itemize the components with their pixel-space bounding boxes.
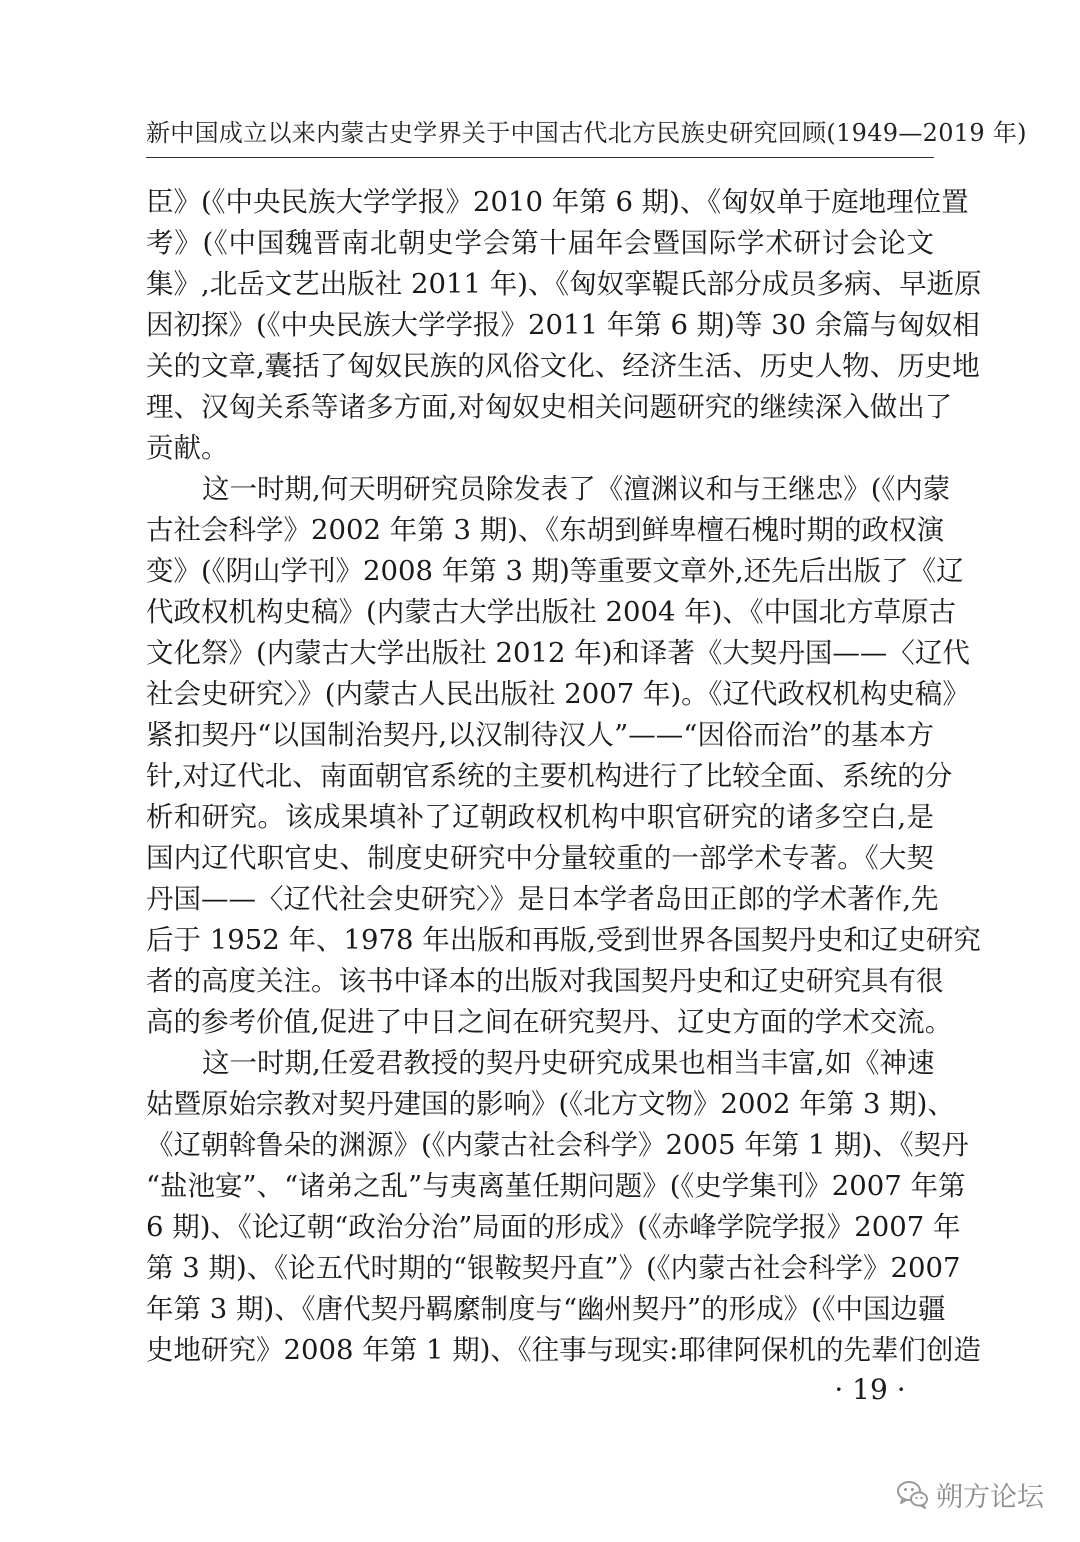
text-line: “盐池宴”、“诸弟之乱”与夷离堇任期问题》(《史学集刊》2007 年第	[146, 1170, 966, 1202]
body-text	[146, 182, 982, 1371]
text-line: 紧扣契丹“以国制治契丹,以汉制待汉人”——“因俗而治”的基本方	[146, 719, 934, 751]
text-line: 贡献。	[146, 432, 229, 464]
text-line: 这一时期,任爱君教授的契丹史研究成果也相当丰富,如《神速	[202, 1047, 935, 1079]
text-line: 集》,北岳文艺出版社 2011 年)、《匈奴挛鞮氏部分成员多病、早逝原	[146, 268, 982, 300]
text-line: 理、汉匈关系等诸多方面,对匈奴史相关问题研究的继续深入做出了	[146, 391, 953, 423]
page-number: · 19 ·	[834, 1373, 906, 1406]
text-line: 文化祭》(内蒙古大学出版社 2012 年)和译著《大契丹国——〈辽代	[146, 637, 970, 669]
running-title: 新中国成立以来内蒙古史学界关于中国古代北方民族史研究回顾(1949—2019 年)	[146, 119, 1027, 147]
text-line: 社会史研究〉》(内蒙古人民出版社 2007 年)。《辽代政权机构史稿》	[146, 678, 970, 710]
paragraph	[146, 469, 981, 1043]
paragraph	[146, 1043, 981, 1371]
text-line: 国内辽代职官史、制度史研究中分量较重的一部学术专著。《大契	[146, 842, 934, 874]
text-line: 年第 3 期)、《唐代契丹羁縻制度与“幽州契丹”的形成》(《中国边疆	[146, 1293, 946, 1325]
text-line: 《辽朝斡鲁朵的渊源》(《内蒙古社会科学》2005 年第 1 期)、《契丹	[146, 1129, 969, 1161]
watermark	[896, 1474, 1044, 1514]
text-line: 变》(《阴山学刊》2008 年第 3 期)等重要文章外,还先后出版了《辽	[146, 555, 964, 587]
text-line: 针,对辽代北、南面朝官系统的主要机构进行了比较全面、系统的分	[146, 760, 953, 792]
text-line: 6 期)、《论辽朝“政治分治”局面的形成》(《赤峰学院学报》2007 年	[146, 1211, 961, 1243]
text-line: 代政权机构史稿》(内蒙古大学出版社 2004 年)、《中国北方草原古	[146, 596, 957, 628]
text-line: 高的参考价值,促进了中日之间在研究契丹、辽史方面的学术交流。	[146, 1006, 953, 1038]
text-line: 丹国——〈辽代社会史研究〉》是日本学者岛田正郎的学术著作,先	[146, 883, 939, 915]
header-rule	[146, 157, 934, 158]
watermark-label: 朔方论坛	[936, 1481, 1044, 1513]
wechat-icon	[896, 1477, 930, 1511]
text-line: 姑暨原始宗教对契丹建国的影响》(《北方文物》2002 年第 3 期)、	[146, 1088, 955, 1120]
text-line: 考》(《中国魏晋南北朝史学会第十届年会暨国际学术研讨会论文	[146, 227, 934, 259]
text-line: 因初探》(《中央民族大学学报》2011 年第 6 期)等 30 余篇与匈奴相	[146, 309, 980, 341]
text-line: 古社会科学》2002 年第 3 期)、《东胡到鲜卑檀石槐时期的政权演	[146, 514, 945, 546]
text-line: 史地研究》2008 年第 1 期)、《往事与现实:耶律阿保机的先辈们创造	[146, 1334, 981, 1366]
paragraph	[146, 182, 982, 469]
text-line: 关的文章,囊括了匈奴民族的风俗文化、经济生活、历史人物、历史地	[146, 350, 980, 382]
text-line: 第 3 期)、《论五代时期的“银鞍契丹直”》(《内蒙古社会科学》2007	[146, 1252, 961, 1284]
text-line: 后于 1952 年、1978 年出版和再版,受到世界各国契丹史和辽史研究	[146, 924, 981, 956]
text-line: 这一时期,何天明研究员除发表了《澶渊议和与王继忠》(《内蒙	[202, 473, 951, 505]
text-line: 臣》(《中央民族大学学报》2010 年第 6 期)、《匈奴单于庭地理位置	[146, 186, 969, 218]
text-line: 者的高度关注。该书中译本的出版对我国契丹史和辽史研究具有很	[146, 965, 944, 997]
text-line: 析和研究。该成果填补了辽朝政权机构中职官研究的诸多空白,是	[146, 801, 934, 833]
